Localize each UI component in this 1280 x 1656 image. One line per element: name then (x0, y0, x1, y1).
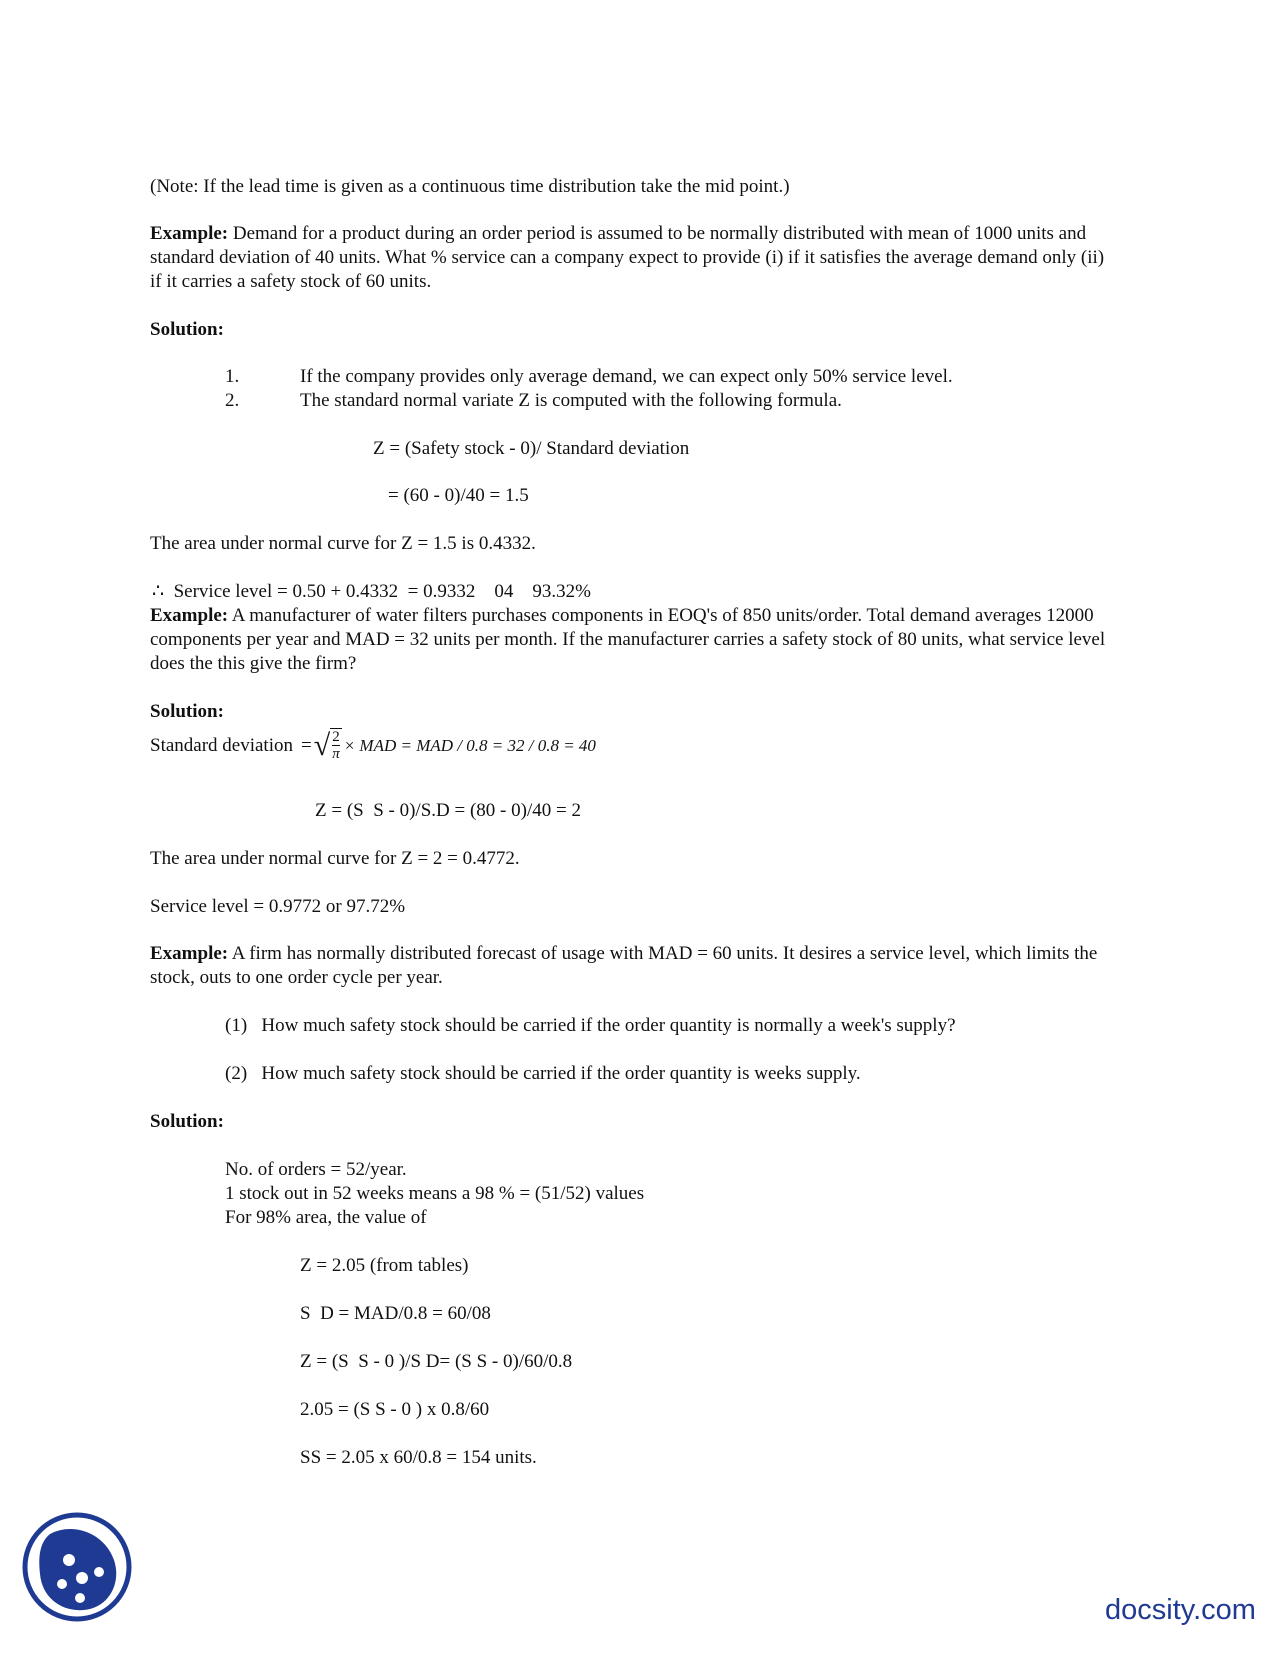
step-z-value: Z = 2.05 (from tables) (300, 1255, 469, 1276)
sd-label: Standard deviation (150, 735, 293, 756)
radical-icon: √ (313, 729, 331, 762)
orders-line: No. of orders = 52/year. (225, 1159, 407, 1180)
solution-label: Solution: (150, 701, 224, 722)
example-label: Example: (150, 223, 229, 244)
example-label: Example: (150, 943, 229, 964)
question-1: (1) How much safety stock should be carried if the order quantity is normally a week's supply? (225, 1015, 956, 1036)
list-item-text: The standard normal variate Z is computed with the following formula. (300, 390, 842, 411)
example-3-paragraph (150, 942, 1110, 990)
solution-heading-2 (150, 700, 224, 724)
sd-formula-rest: × MAD = MAD / 0.8 = 32 / 0.8 = 40 (343, 736, 596, 755)
step-result: SS = 2.05 x 60/0.8 = 154 units. (300, 1447, 537, 1468)
fraction-denominator: π (332, 746, 340, 762)
area-statement-2: The area under normal curve for Z = 2 = 0.4772. (150, 848, 520, 869)
list-number: 1. (225, 366, 240, 387)
area-statement-1: The area under normal curve for Z = 1.5 is 0.4332. (150, 533, 536, 554)
list-item-text: If the company provides only average demand, we can expect only 50% service level. (300, 366, 953, 387)
lead-time-note: (Note: If the lead time is given as a continuous time distribution take the mid point.) (150, 176, 790, 197)
example-text: A firm has normally distributed forecast of usage with MAD = 60 units. It desires a service level, which limits the stock, outs to one order cycle per year. (150, 943, 1098, 988)
stockout-line: 1 stock out in 52 weeks means a 98 % = (51/52) values (225, 1183, 645, 1204)
docsity-brand-text[interactable]: docsity.com (1105, 1594, 1256, 1626)
fraction-numerator: 2 (332, 729, 340, 745)
step-z-formula: Z = (S S - 0 )/S D= (S S - 0)/60/0.8 (300, 1351, 573, 1372)
example-label: Example: (150, 605, 229, 626)
example-text: A manufacturer of water filters purchases components in EOQ's of 850 units/order. Total demand averages 12000 components per year and MAD = 32 units per month. If the manufacturer carries a safety stock of 80 units, what service level does the this give the firm? (150, 605, 1106, 674)
z-formula: Z = (Safety stock - 0)/ Standard deviation (373, 438, 690, 459)
solution-heading-1 (150, 318, 224, 342)
area-line: For 98% area, the value of (225, 1207, 427, 1228)
solution-label: Solution: (150, 319, 224, 340)
sqrt-symbol (314, 728, 342, 764)
list-number: 2. (225, 390, 240, 411)
docsity-logo-icon (22, 1512, 132, 1622)
standard-deviation-formula (150, 726, 596, 766)
example-1-paragraph (150, 222, 1110, 294)
step-sd: S D = MAD/0.8 = 60/08 (300, 1303, 491, 1324)
example-2-paragraph (150, 604, 1110, 676)
equals-sign: = (301, 735, 312, 756)
solution-label: Solution: (150, 1111, 224, 1132)
z-calculation: = (60 - 0)/40 = 1.5 (388, 485, 529, 506)
z-formula-2: Z = (S S - 0)/S.D = (80 - 0)/40 = 2 (315, 800, 581, 821)
example-text: Demand for a product during an order period is assumed to be normally distributed with mean of 1000 units and standard deviation of 40 units. What % service can a company expect to provide (i) if it satisfies the average demand only (ii) if it carries a safety stock of 60 units. (150, 223, 1105, 292)
solution-heading-3 (150, 1110, 224, 1134)
step-rearranged: 2.05 = (S S - 0 ) x 0.8/60 (300, 1399, 490, 1420)
fraction (330, 728, 342, 764)
service-level-1: ∴ Service level = 0.50 + 0.4332 = 0.9332 04 93.32% (152, 581, 591, 602)
question-2: (2) How much safety stock should be carried if the order quantity is weeks supply. (225, 1063, 861, 1084)
service-level-2: Service level = 0.9772 or 97.72% (150, 896, 406, 917)
